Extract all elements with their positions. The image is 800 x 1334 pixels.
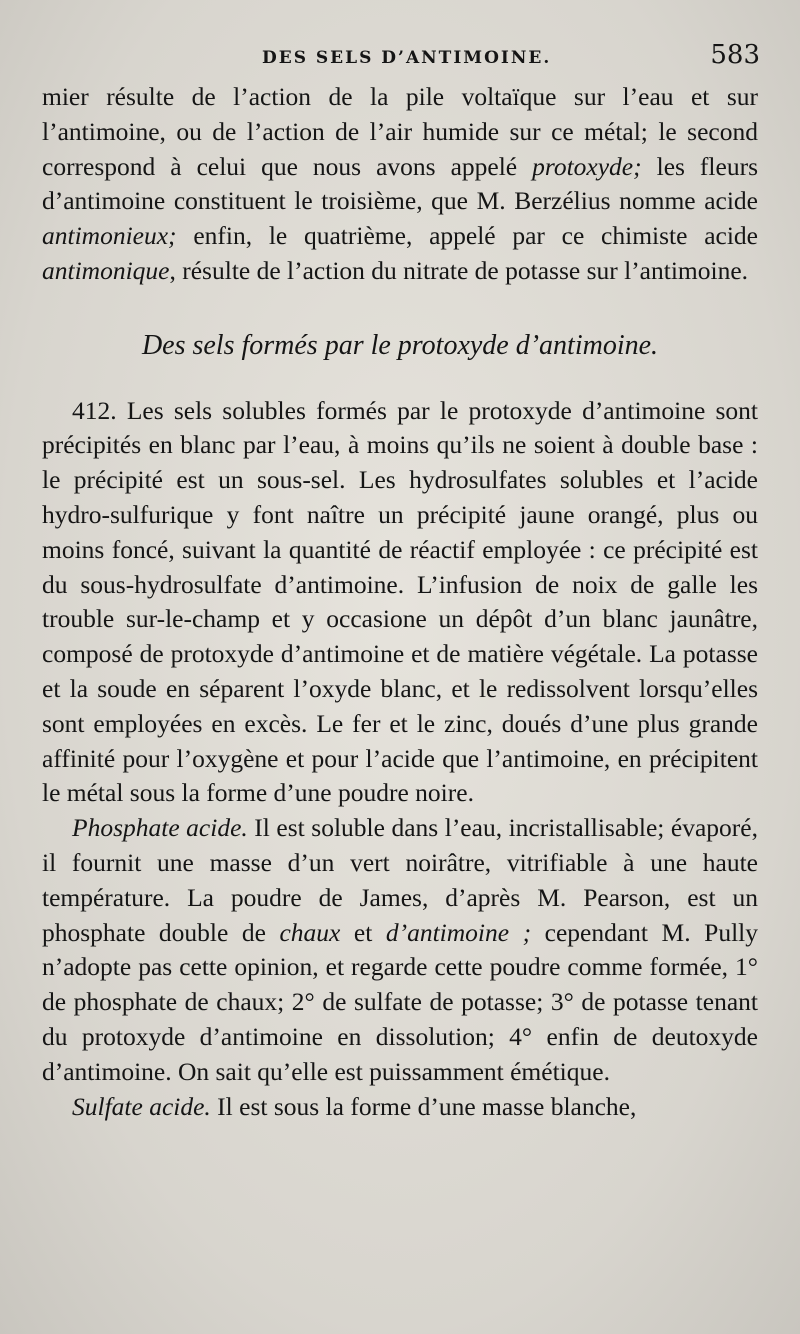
page-header xyxy=(40,40,760,80)
italic-term-antimoine: d’antimoine ; xyxy=(385,917,532,947)
italic-term-chaux: chaux xyxy=(279,917,341,947)
italic-term-antimonique: antimonique xyxy=(42,255,170,285)
page-number: 583 xyxy=(710,40,760,70)
text-span: Il est soluble dans l’eau, incristallisable; évaporé, il fournit une masse d’un vert noirâtre, vitrifiable à une haute température. La poudre de James, d’après M. Pearson, est un phosphate double de xyxy=(42,813,758,947)
italic-term-antimonieux: antimonieux; xyxy=(42,221,177,251)
run-in-heading-sulfate: Sulfate acide. xyxy=(72,1091,211,1121)
text-span: les fleurs d’antimoine constituent le troisième, que M. Berzélius nomme acide xyxy=(42,151,758,216)
text-span: cependant M. Pully n’adopte pas cette opinion, et regarde cette poudre comme formée, 1° de phosphate de chaux; 2° de sulfate de potasse; 3° de potasse tenant du protoxyde d’antimoine en dissolution; 4° enfin de deutoxyde d’antimoine. On sait qu’elle est puissamment émétique. xyxy=(42,917,758,1086)
text-span: Il est sous la forme d’une masse blanche, xyxy=(210,1091,637,1121)
text-span: enfin, le quatrième, appelé par ce chimiste acide xyxy=(176,221,758,251)
italic-term-protoxyde: protoxyde; xyxy=(532,151,642,181)
paragraph-sulfate-acide xyxy=(42,1090,758,1125)
running-head: DES SELS D’ANTIMOINE. xyxy=(262,48,552,68)
text-span: et xyxy=(340,917,386,947)
paragraph-412: 412. Les sels solubles formés par le protoxyde d’antimoine sont précipités en blanc par l’eau, à moins qu’ils ne soient à double base : le précipité est un sous-sel. Les hydrosulfates solubles et l’acide hydro-sulfurique y font naître un précipité jaune orangé, plus ou moins foncé, suivant la quantité de réactif employée : ce précipité est du sous-hydrosulfate d’antimoine. L’infusion de noix de galle les trouble sur-le-champ et y occasione un dépôt d’un blanc jaunâtre, composé de protoxyde d’antimoine et de matière végétale. La potasse et la soude en séparent l’oxyde blanc, et le redissolvent lorsqu’elles sont employées en excès. Le fer et le zinc, doués d’une plus grande affinité pour l’oxygène et pour l’acide que l’antimoine, en précipitent le métal sous la forme d’une poudre noire. xyxy=(42,395,758,808)
page-body xyxy=(42,80,758,1124)
paragraph-continuation xyxy=(42,80,758,289)
text-span: , résulte de l’action du nitrate de potasse sur l’antimoine. xyxy=(169,255,749,285)
text-span: mier résulte de l’action de la pile voltaïque sur l’eau et sur l’antimoine, ou de l’action de l’air humide sur ce métal; le second correspond à celui que nous avons appelé xyxy=(42,82,758,181)
run-in-heading-phosphate: Phosphate acide. xyxy=(72,813,248,843)
section-heading: Des sels formés par le protoxyde d’antimoine. xyxy=(141,329,659,361)
paragraph-phosphate-acide xyxy=(42,811,758,1089)
